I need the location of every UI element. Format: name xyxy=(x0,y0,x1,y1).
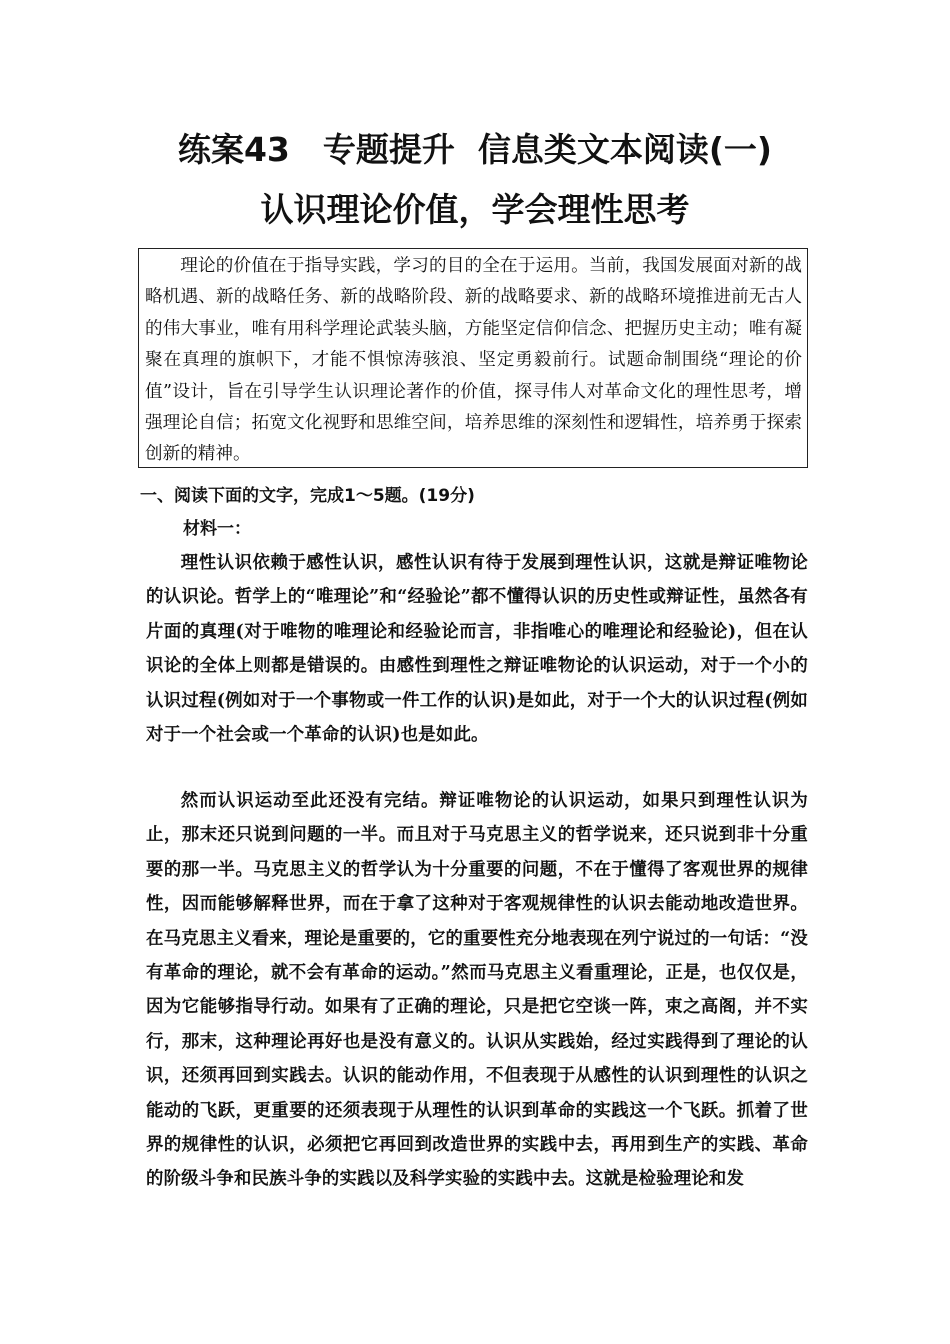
material-paragraph-2 xyxy=(146,784,808,1197)
paragraph-text: 然而认识运动至此还没有完结。辩证唯物论的认识运动，如果只到理性认识为止，那末还只说到问题的一半。而且对于马克思主义的哲学说来，还只说到非十分重要的那一半。马克思主义的哲学认为十分重要的问题，不在于懂得了客观世界的规律性，因而能够解释世界，而在于拿了这种对于客观规律性的认识去能动地改造世界。在马克思主义看来，理论是重要的，它的重要性充分地表现在列宁说过的一句话：“没有革命的理论，就不会有革命的运动。”然而马克思主义看重理论，正是，也仅仅是，因为它能够指导行动。如果有了正确的理论，只是把它空谈一阵，束之高阁，并不实行，那末，这种理论再好也是没有意义的。认识从实践始，经过实践得到了理论的认识，还须再回到实践去。认识的能动作用，不但表现于从感性的认识到理性的认识之能动的飞跃，更重要的还须表现于从理性的认识到革命的实践这一个飞跃。抓着了世界的规律性的认识，必须把它再回到改造世界的实践中去，再用到生产的实践、革命的阶级斗争和民族斗争的实践以及科学实验的实践中去。这就是检验理论和发 xyxy=(146,791,808,1190)
page-title: 练案43 专题提升 信息类文本阅读(一) xyxy=(177,130,773,169)
page-subtitle: 认识理论价值，学会理性思考 xyxy=(260,190,690,229)
intro-box xyxy=(138,248,808,468)
section-heading: 一、阅读下面的文字，完成1～5题。(19分) xyxy=(140,486,475,506)
material-paragraph-1 xyxy=(146,546,808,752)
material-label: 材料一： xyxy=(183,519,251,539)
paragraph-text: 理性认识依赖于感性认识，感性认识有待于发展到理性认识，这就是辩证唯物论的认识论。哲学上的“唯理论”和“经验论”都不懂得认识的历史性或辩证性，虽然各有片面的真理(对于唯物的唯理论和经验论而言，非指唯心的唯理论和经验论)，但在认识论的全体上则都是错误的。由感性到理性之辩证唯物论的认识运动，对于一个小的认识过程(例如对于一个事物或一件工作的认识)是如此，对于一个大的认识过程(例如对于一个社会或一个革命的认识)也是如此。 xyxy=(146,553,808,746)
intro-text: 理论的价值在于指导实践，学习的目的全在于运用。当前，我国发展面对新的战略机遇、新的战略任务、新的战略阶段、新的战略要求、新的战略环境推进前无古人的伟大事业，唯有用科学理论武装头脑，方能坚定信仰信念、把握历史主动；唯有凝聚在真理的旗帜下，才能不惧惊涛骇浪、坚定勇毅前行。试题命制围绕“理论的价值”设计，旨在引导学生认识理论著作的价值，探寻伟人对革命文化的理性思考，增强理论自信；拓宽文化视野和思维空间，培养思维的深刻性和逻辑性，培养勇于探索创新的精神。 xyxy=(145,256,802,465)
